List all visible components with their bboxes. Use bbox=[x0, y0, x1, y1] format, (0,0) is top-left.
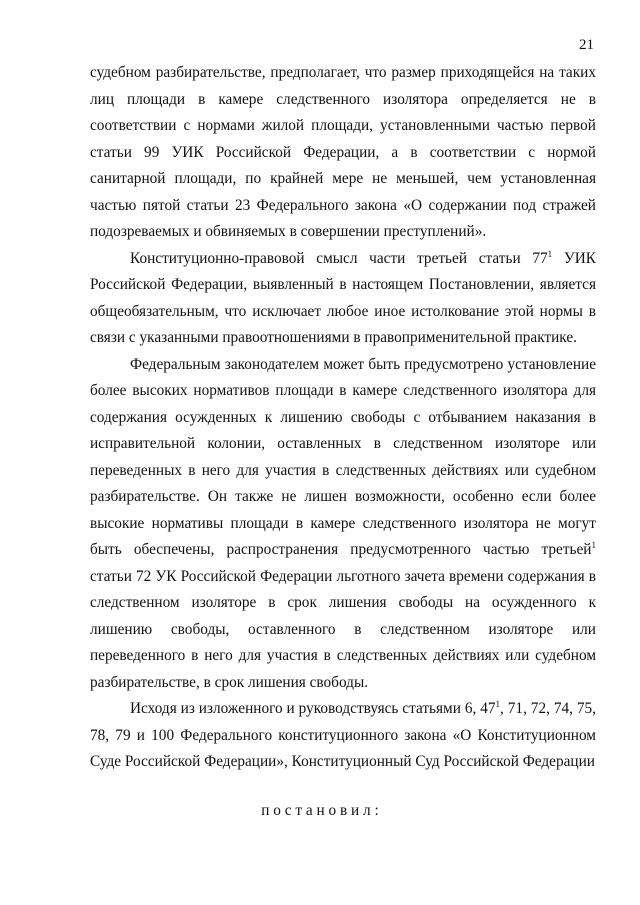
paragraph bbox=[90, 246, 596, 352]
paragraph-text: Исходя из изложенного и руководствуясь статьями 6, 47 bbox=[130, 700, 496, 717]
page-number: 21 bbox=[579, 37, 594, 53]
paragraph: судебном разбирательстве, предполагает, что размер приходящейся на таких лиц площади в камере следственного изолятора определяется не в соответствии с нормами жилой площади, установленными частью первой статьи 99 УИК Российской Федерации, а в соответствии с нормой санитарной площади, по крайней мере не меньшей, чем установленная частью пятой статьи 23 Федерального закона «О содержании под стражей подозреваемых и обвиняемых в совершении преступлений». bbox=[90, 64, 596, 240]
superscript: 1 bbox=[547, 248, 553, 259]
paragraph-text: Конституционно-правовой смысл части третьей статьи 77 bbox=[130, 249, 548, 267]
paragraph bbox=[90, 352, 596, 697]
paragraph-text: Федеральным законодателем может быть предусмотрено установление более высоких нормативов площади в камере следственного изолятора для содержания осужденных к лишению свободы с отбыванием наказания в исправительной колонии, оставленных в следственном изоляторе или переведенных в него для участия в следственных действиях или судебном разбирательстве. Он также не лишен возможности, особенно если более высокие нормативы площади в камере следственного изолятора не могут быть обеспечены, распространения предусмотренного частью третьей bbox=[90, 355, 596, 558]
paragraph-text: УИК Российской Федерации, выявленный в настоящем Постановлении, является общеобязательным, что исключает любое иное истолкование этой нормы в связи с указанными правоотношениями в правоприменительной практике. bbox=[90, 249, 596, 346]
document-body bbox=[90, 60, 596, 776]
paragraph-text: , 71, 72, 74, 75, 78, 79 и 100 Федерального конституционного закона «О Конституционном Суде Российской Федерации», Конституционный Суд Российской Федерации bbox=[90, 700, 596, 770]
superscript: 1 bbox=[591, 539, 596, 550]
superscript: 1 bbox=[495, 698, 501, 709]
paragraph bbox=[90, 696, 596, 776]
paragraph-text: статьи 72 УК Российской Федерации льготного зачета времени содержания в следственном изоляторе в срок лишения свободы на осужденного к лишению свободы, оставленного в следственном изоляторе или переведенного в него для участия в следственных действиях или судебном разбирательстве, в срок лишения свободы. bbox=[90, 567, 596, 691]
decision-heading: п о с т а н о в и л : bbox=[261, 802, 379, 819]
